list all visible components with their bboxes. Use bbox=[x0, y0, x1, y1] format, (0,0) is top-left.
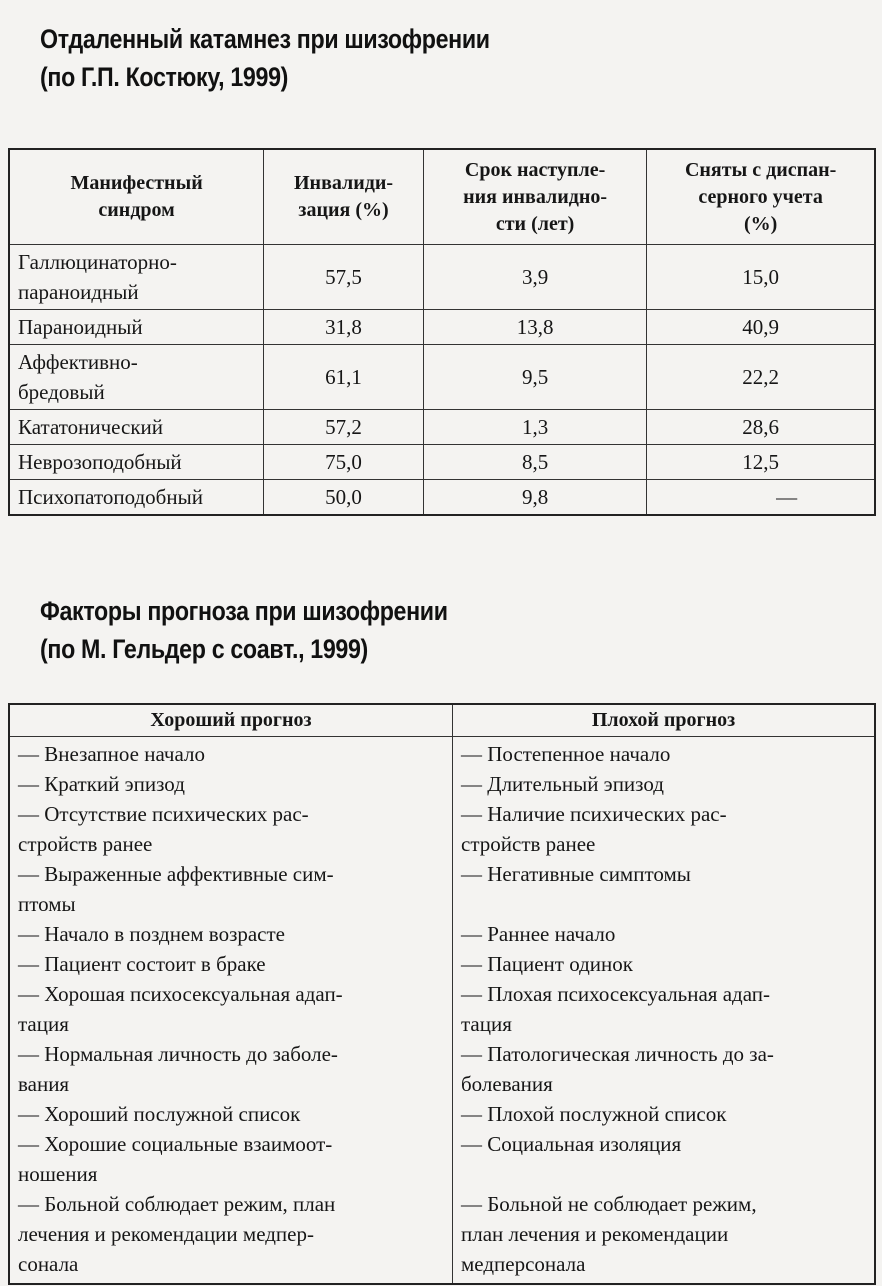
onset-value: 3,9 bbox=[423, 245, 646, 310]
good-factor: — Нормальная личность до заболе- вания bbox=[18, 1042, 338, 1096]
syndrome-name: Галлюцинаторно- параноидный bbox=[9, 245, 264, 310]
deregistered-value: 22,2 bbox=[647, 345, 875, 410]
good-factor: — Хорошие социальные взаимоот- ношения bbox=[18, 1132, 333, 1186]
prognosis-table bbox=[8, 703, 876, 1285]
good-prognosis-header: Хороший прогноз bbox=[9, 704, 453, 737]
good-factor: — Хороший послужной список bbox=[18, 1102, 301, 1126]
catamnesis-title bbox=[40, 20, 490, 96]
header-disability-percent: Инвалиди- зация (%) bbox=[264, 149, 424, 245]
table-row bbox=[9, 345, 875, 410]
onset-value: 1,3 bbox=[423, 410, 646, 445]
syndrome-name: Психопатоподобный bbox=[9, 480, 264, 516]
onset-value: 9,8 bbox=[423, 480, 646, 516]
deregistered-value: 40,9 bbox=[647, 310, 875, 345]
good-prognosis-list bbox=[9, 737, 453, 1285]
table-row bbox=[9, 310, 875, 345]
disability-value: 61,1 bbox=[264, 345, 424, 410]
syndrome-name: Кататонический bbox=[9, 410, 264, 445]
bad-prognosis-header: Плохой прогноз bbox=[453, 704, 876, 737]
good-factor: — Выраженные аффективные сим- птомы bbox=[18, 862, 334, 916]
bad-factor: — Социальная изоляция bbox=[461, 1132, 682, 1156]
good-factor: — Краткий эпизод bbox=[18, 772, 185, 796]
catamnesis-title-line1: Отдаленный катамнез при шизофрении bbox=[40, 24, 490, 54]
disability-value: 75,0 bbox=[264, 445, 424, 480]
syndrome-name: Аффективно- бредовый bbox=[9, 345, 264, 410]
header-deregistered: Сняты с диспан- серного учета (%) bbox=[647, 149, 875, 245]
table-row bbox=[9, 410, 875, 445]
bad-factor: — Наличие психических рас- стройств ранее bbox=[461, 802, 727, 856]
bad-factor: — Пациент одинок bbox=[461, 952, 633, 976]
syndrome-name: Неврозоподобный bbox=[9, 445, 264, 480]
onset-value: 8,5 bbox=[423, 445, 646, 480]
table-row bbox=[9, 245, 875, 310]
catamnesis-title-line2: (по Г.П. Костюку, 1999) bbox=[40, 62, 289, 92]
good-factor: — Больной соблюдает режим, план лечения и рекомендации медпер- сонала bbox=[18, 1192, 336, 1276]
prognosis-title-line2: (по М. Гельдер с соавт., 1999) bbox=[40, 634, 368, 664]
bad-factor: — Патологическая личность до за- болевания bbox=[461, 1042, 774, 1096]
deregistered-value: 28,6 bbox=[647, 410, 875, 445]
deregistered-value: 15,0 bbox=[647, 245, 875, 310]
bad-factor: — Негативные симптомы bbox=[461, 862, 691, 886]
bad-prognosis-list bbox=[453, 737, 876, 1285]
bad-factor: — Раннее начало bbox=[461, 922, 616, 946]
disability-value: 57,5 bbox=[264, 245, 424, 310]
catamnesis-table bbox=[8, 148, 876, 516]
good-factor: — Отсутствие психических рас- стройств ранее bbox=[18, 802, 309, 856]
header-disability-onset: Срок наступле- ния инвалидно- сти (лет) bbox=[423, 149, 646, 245]
deregistered-value: — bbox=[647, 480, 875, 516]
table-row bbox=[9, 480, 875, 516]
good-factor: — Начало в позднем возрасте bbox=[18, 922, 286, 946]
syndrome-name: Параноидный bbox=[9, 310, 264, 345]
bad-factor: — Постепенное начало bbox=[461, 742, 671, 766]
good-factor: — Хорошая психосексуальная адап- тация bbox=[18, 982, 343, 1036]
header-manifest-syndrome: Манифестный синдром bbox=[9, 149, 264, 245]
deregistered-value: 12,5 bbox=[647, 445, 875, 480]
disability-value: 57,2 bbox=[264, 410, 424, 445]
onset-value: 9,5 bbox=[423, 345, 646, 410]
bad-factor: — Длительный эпизод bbox=[461, 772, 664, 796]
table-row bbox=[9, 445, 875, 480]
good-factor: — Пациент состоит в браке bbox=[18, 952, 266, 976]
bad-factor: — Плохой послужной список bbox=[461, 1102, 727, 1126]
disability-value: 50,0 bbox=[264, 480, 424, 516]
disability-value: 31,8 bbox=[264, 310, 424, 345]
bad-factor: — Плохая психосексуальная адап- тация bbox=[461, 982, 771, 1036]
prognosis-title bbox=[40, 592, 448, 668]
bad-factor: — Больной не соблюдает режим, план лечения и рекомендации медперсонала bbox=[461, 1192, 757, 1276]
good-factor: — Внезапное начало bbox=[18, 742, 205, 766]
onset-value: 13,8 bbox=[423, 310, 646, 345]
prognosis-title-line1: Факторы прогноза при шизофрении bbox=[40, 596, 448, 626]
